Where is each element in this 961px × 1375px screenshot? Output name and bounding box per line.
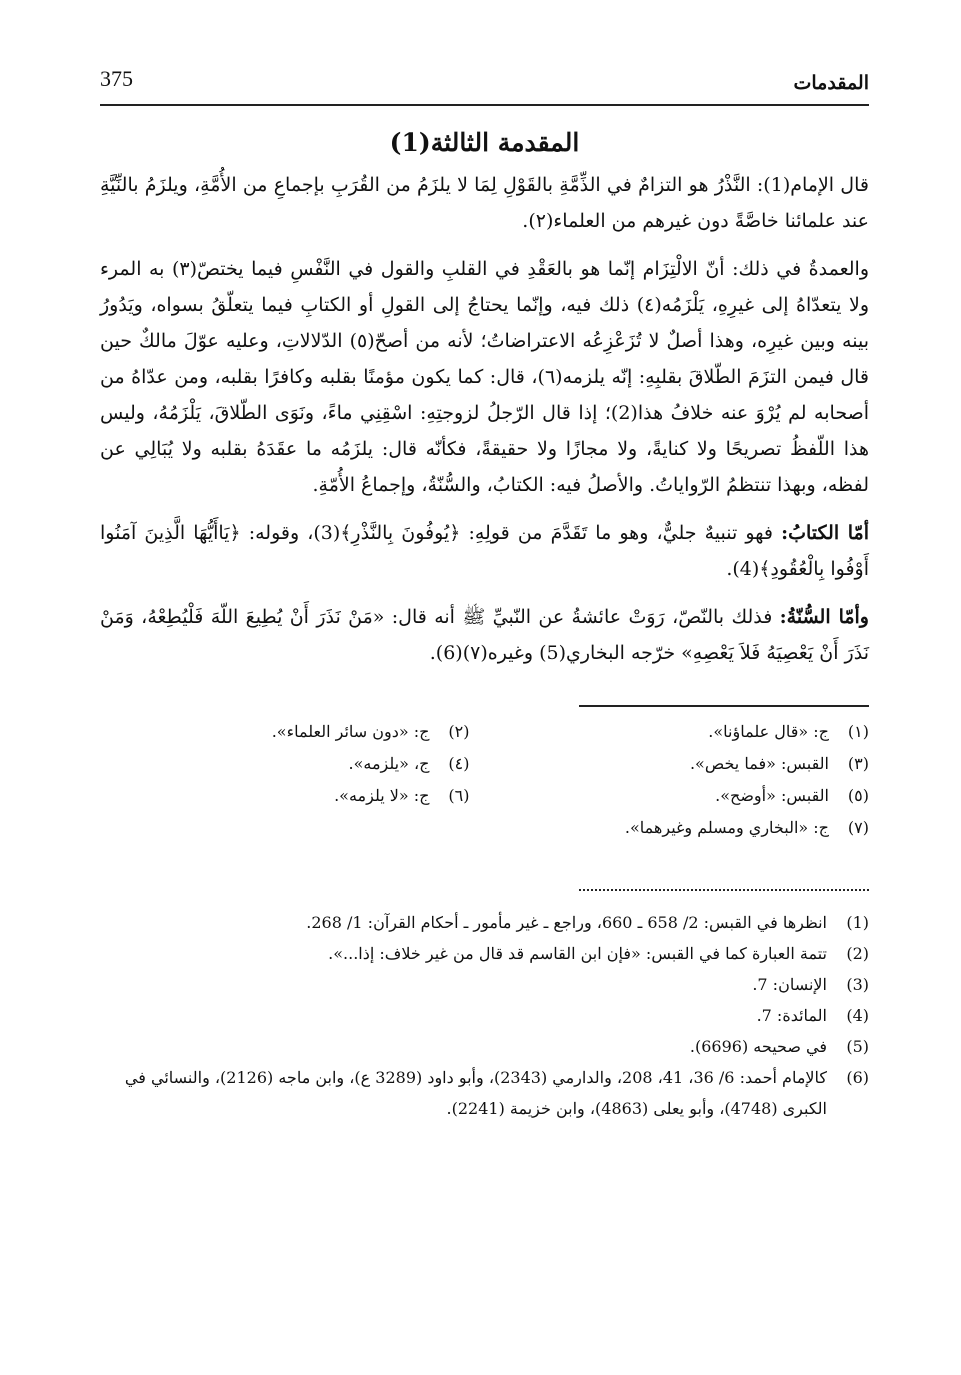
note-text: ج: «البخاري ومسلم وغيرهما». (624, 818, 829, 837)
footnote-text: كالإمام أحمد: 6/ 36، 41، 208، والدارمي (2343)، وأبو داود (3289 ع)، وابن ماجه (2126)، والنسائي في الكبرى (4748)، وأبو يعلى (4863)، وابن خزيمة (2241). (124, 1068, 827, 1118)
paragraph (100, 251, 869, 503)
footnote (100, 1062, 869, 1124)
footnote-text: انظرها في القبس: 2/ 658 ـ 660، وراجع ـ غير مأمور ـ أحكام القرآن: 1/ 268. (306, 913, 827, 932)
note-text: ج، «يلزمه». (348, 754, 430, 773)
paragraph-text: والعمدةُ في ذلك: أنّ الالْتِزَام إنّما هو بالعَقْدِ في القلبِ والقول في النَّفْسِ فيما يختصّ(٣) به المرء ولا يتعدّاهُ إلى غيرِهِ، يَلْزَمُه(٤) ذلك فيه، وإنّما يحتاجُ إلى القولِ أو الكتابِ فيما يتعلّقُ بسواه، ويَدُورُ بينه وبين غيرِه، وهذا أصلٌ لا تُزَعْزِعُه الاعتراضاتُ؛ لأنه من أصحّ(٥) الدّلالاتِ، وعليه عوّلَ مالكٌ حين قال فيمن التزَمَ الطّلاقَ بقلبِهِ: إنّه يلزمه(٦)، قال: كما يكون مؤمنًا بقلبه وكافرًا بقلبه، ومن عدّاهُ من أصحابه لم يُرْوَ عنه خلافُ هذا(2)؛ إذا قال الرّجلُ لزوجتِهِ: اسْقِنِي ماءً، ونَوَى الطّلاقَ، يَلْزَمُهُ، وليس هذا اللّفظُ تصريحًا ولا كنايةً، ولا مجازًا ولا حقيقةً، فكأنّه قال: يلزَمُه ما عقَدَهُ بقلبه ولا يُبَالِي عن لفظه، وبهذا تنتظمُ الرّواياتُ. والأصلُ فيه: الكتابُ، والسُّنّةُ، وإجماعُ الأُمّةِ. (100, 258, 870, 496)
note-number: (٤) (448, 754, 470, 773)
variant-note (500, 751, 870, 777)
note-text: ج: «قال علماؤنا». (708, 722, 829, 741)
footnote (100, 1000, 869, 1031)
paragraph-text: قال الإمام(1): النَّذْرُ هو التزامٌ في الذِّمَّةِ بالقَوْلِ لِمَا لا يلزَمُ من القُرَبِ بإجماعِ من الأُمَّةِ، ويلزَمُ بالنِّيَّةِ عند علمائنا خاصَّةً دون غيرهم من العلماء(٢). (100, 174, 869, 232)
footnote-number: (3) (846, 975, 869, 994)
variant-notes (100, 719, 869, 841)
page-number: 375 (100, 66, 133, 91)
footnote (100, 969, 869, 1000)
note-number: (٦) (448, 786, 470, 805)
footnote-number: (2) (846, 944, 869, 963)
page-header (100, 60, 869, 106)
paragraph (100, 167, 869, 239)
footnote-number: (5) (846, 1037, 869, 1056)
footnote (100, 938, 869, 969)
paragraph-lead: أمّا الكتابُ: (781, 522, 870, 544)
footnote-text: في صحيحه (6696). (689, 1037, 827, 1056)
paragraph-text: فذلك بالنّصّ، رَوَتْ عائشةُ عن النّبيِّ ﷺ أنه قال: «مَنْ نَذَرَ أَنْ يُطِيعَ اللّهَ فَلْيُطِعْهُ، وَمَنْ نَذَرَ أَنْ يَعْصِيَهُ فَلاَ يَعْصِهِ» خرّجه البخاري(5) وغيره(٧)(6). (100, 606, 869, 664)
note-number: (٥) (847, 786, 869, 805)
note-text: ج: «لا يلزمه». (334, 786, 430, 805)
variant-note (500, 783, 870, 809)
notes-divider (579, 705, 869, 707)
note-text: ج: «دون سائر العلماء». (271, 722, 430, 741)
footnote (100, 907, 869, 938)
section-title: المقدمة الثالثة(1) (389, 128, 580, 157)
note-number: (٧) (847, 818, 869, 837)
paragraph-lead: وأمّا السُّنّةُ: (779, 606, 869, 628)
footnote-number: (1) (846, 913, 869, 932)
note-number: (٣) (847, 754, 869, 773)
variant-note (100, 815, 869, 841)
footnote-text: المائدة: 7. (756, 1006, 827, 1025)
variant-note (100, 783, 470, 809)
main-text (100, 167, 869, 671)
paragraph (100, 515, 869, 587)
paragraph-text: فهو تنبيهٌ جليٌّ، وهو ما تَقَدَّمَ من قولِهِ: ﴿يُوفُونَ بِالنَّذْرِ﴾(3)، وقوله: ﴿يَاأَيُّهَا الَّذِينَ آمَنُوا أَوْفُوا بِالْعُقُودِ﴾(4). (100, 522, 869, 580)
running-title: المقدمات (793, 72, 869, 94)
note-text: القبس: «فما يخص». (689, 754, 829, 773)
footnote-text: الإنسان: 7. (752, 975, 827, 994)
footnotes-divider (579, 889, 869, 891)
footnotes (100, 907, 869, 1124)
variant-note (100, 751, 470, 777)
footnote-text: تتمة العبارة كما في القبس: «فإن ابن القاسم قد قال من غير خلاف: إذا...». (328, 944, 827, 963)
footnote (100, 1031, 869, 1062)
variant-note (100, 719, 470, 745)
variant-note (500, 719, 870, 745)
paragraph (100, 599, 869, 671)
note-text: القبس: «أوضح». (715, 786, 829, 805)
note-number: (١) (847, 722, 869, 741)
footnote-number: (6) (846, 1068, 869, 1087)
note-number: (٢) (448, 722, 470, 741)
footnote-number: (4) (846, 1006, 869, 1025)
